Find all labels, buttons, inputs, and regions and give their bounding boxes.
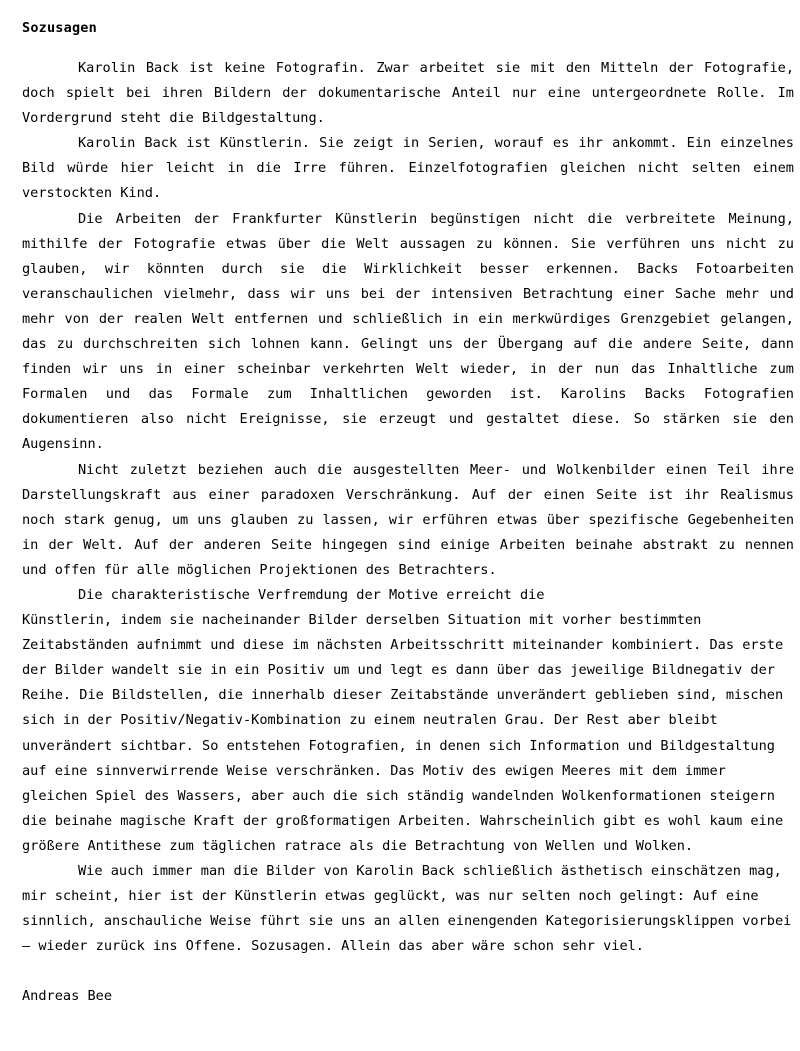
paragraph-spacer [22,959,794,984]
document-body [22,56,794,1010]
paragraph-1: Karolin Back ist keine Fotografin. Zwar arbeitet sie mit den Mitteln der Fotografie, doch spielt bei ihren Bildern der dokumentarische Anteil nur eine untergeordnete Rolle. Im Vordergrund steht die Bildgestaltung. [22,60,794,127]
author-signature: Andreas Bee [22,988,113,1005]
paragraph-5-continuation: Künstlerin, indem sie nacheinander Bilder derselben Situation mit vorher bestimmten Zeitabständen aufnimmt und diese im nächsten Arbeitsschritt miteinander kombiniert. Das erste der Bilder wandelt sie in ein Positiv um und legt es dann über das jeweilige Bildnegativ der Reihe. Die Bildstellen, die innerhalb dieser Zeitabstände unverändert geblieben sind, mischen sich in der Positiv/Negativ-Kombination zu einem neutralen Grau. Der Rest aber bleibt unverändert sichtbar. So entstehen Fotografien, in denen sich Information und Bildgestaltung auf eine sinnverwirrende Weise verschränken. Das Motiv des ewigen Meeres mit dem immer gleichen Spiel des Wassers, aber auch die sich ständig wandelnden Wolkenformationen steigern die beinahe magische Kraft der großformatigen Arbeiten. Wahrscheinlich gibt es wohl kaum eine größere Antithese zum täglichen ratrace als die Betrachtung von Wellen und Wolken. [22,612,784,854]
paragraph-6: Wie auch immer man die Bilder von Karolin Back schließlich ästhetisch einschätzen mag, mir scheint, hier ist der Künstlerin etwas geglückt, was nur selten noch gelingt: Auf eine sinnlich, anschauliche Weise führt sie uns an allen einengenden Kategorisierungsklippen vorbei – wieder zurück ins Offene. Sozusagen. Allein das aber wäre schon sehr viel. [22,863,792,955]
page-title: Sozusagen [22,20,97,37]
paragraph-5-first-line: Die charakteristische Verfremdung der Motive erreicht die [78,586,545,603]
paragraph-3: Die Arbeiten der Frankfurter Künstlerin begünstigen nicht die verbreitete Meinung, mithilfe der Fotografie etwas über die Welt aussagen zu können. Sie verführen uns nicht zu glauben, wir könnten durch sie die Wirklichkeit besser erkennen. Backs Fotoarbeiten veranschaulichen vielmehr, dass wir uns bei der intensiven Betrachtung einer Sache mehr und mehr von der realen Welt entfernen und schließlich in ein merkwürdiges Grenzgebiet gelangen, das zu durchschreiten sich lohnen kann. Gelingt uns der Übergang auf die andere Seite, dann finden wir uns in einer scheinbar verkehrten Welt wieder, in der nun das Inhaltliche zum Formalen und das Formale zum Inhaltlichen geworden ist. Karolins Backs Fotografien dokumentieren also nicht Ereignisse, sie erzeugt und gestaltet diese. So stärken sie den Augensinn. [22,210,794,453]
paragraph-2: Karolin Back ist Künstlerin. Sie zeigt in Serien, worauf es ihr ankommt. Ein einzelnes Bild würde hier leicht in die Irre führen. Einzelfotografien gleichen nicht selten einem verstockten Kind. [22,135,794,202]
paragraph-4: Nicht zuletzt beziehen auch die ausgestellten Meer- und Wolkenbilder einen Teil ihre Darstellungskraft aus einer paradoxen Verschränkung. Auf der einen Seite ist ihr Realismus noch stark genug, um uns glauben zu lassen, wir erführen etwas über spezifische Gegebenheiten in der Welt. Auf der anderen Seite hingegen sind einige Arbeiten beinahe abstrakt zu nennen und offen für alle möglichen Projektionen des Betrachters. [22,461,794,578]
